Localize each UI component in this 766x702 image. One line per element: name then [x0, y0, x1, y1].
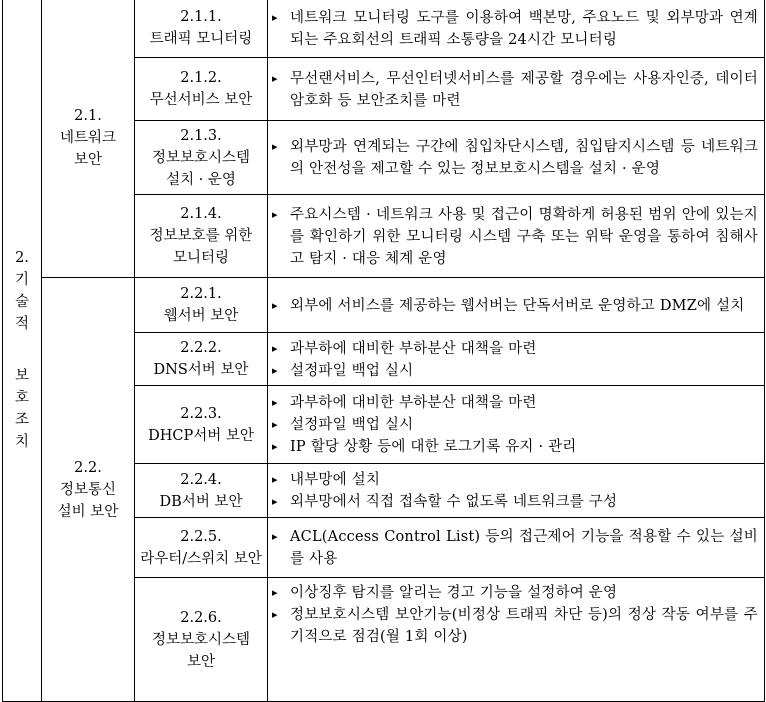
item-number: 2.1.2.	[180, 70, 222, 86]
main-category-char: 술	[14, 294, 29, 310]
bullet-text: ▸ 과부하에 대비한 부하분산 대책을 마련	[272, 338, 758, 360]
bullet-text: ▸ ACL(Access Control List) 등의 접근제어 기능을 적용할 수 있는 설비를 사용	[272, 526, 758, 570]
bullet-text: ▸ 내부망에 설치	[272, 469, 758, 491]
item-cell	[135, 58, 268, 121]
item-title-line: 정보보호시스템	[151, 631, 251, 648]
item-content	[268, 518, 765, 578]
item-cell	[135, 464, 268, 518]
item-number: 2.1.3.	[180, 127, 222, 144]
item-cell	[135, 386, 268, 464]
bullet-text: ▸ IP 할당 상황 등에 대한 로그기록 유지 · 관리	[272, 436, 758, 458]
item-title-line: 무선서비스 보안	[149, 92, 253, 108]
bullet-text: ▸ 과부하에 대비한 부하분산 대책을 마련	[272, 392, 758, 414]
main-category-char: 호	[14, 390, 29, 406]
spacer	[3, 335, 41, 365]
section-title-line: 네트워크	[59, 130, 117, 146]
section-title-line: 보안	[73, 152, 102, 168]
item-number: 2.2.5.	[180, 528, 222, 545]
item-title-line: 보안	[186, 653, 215, 670]
item-content	[268, 578, 765, 702]
section-number: 2.2.	[74, 459, 102, 476]
item-title-line: 모니터링	[172, 250, 230, 266]
item-content	[268, 464, 765, 518]
main-category-cell	[3, 0, 42, 702]
security-measures-table	[2, 0, 765, 702]
item-cell	[135, 578, 268, 702]
item-number: 2.1.4.	[180, 206, 222, 222]
item-cell	[135, 195, 268, 278]
item-number: 2.2.2.	[180, 340, 222, 356]
bullet-text: ▸ 외부망과 연계되는 구간에 침입차단시스템, 침입탐지시스템 등 네트워크의 안전성을 제고할 수 있는 정보보호시스템을 설치 · 운영	[272, 136, 758, 180]
bullet-text: ▸ 주요시스템 · 네트워크 사용 및 접근이 명확하게 허용된 범위 안에 있는지를 확인하기 위한 모니터링 시스템 구축 또는 위탁 운영을 통하여 침해사고 탐지 · 대응 체계 운영	[272, 204, 758, 270]
main-category-char: 보	[14, 368, 29, 384]
item-content	[268, 195, 765, 278]
item-number: 2.2.4.	[180, 471, 222, 488]
bullet-text: ▸ 무선랜서비스, 무선인터넷서비스를 제공할 경우에는 사용자인증, 데이터암호화 등 보안조치를 마련	[272, 68, 758, 112]
section-title-line: 설비 보안	[57, 503, 119, 520]
item-content	[268, 58, 765, 121]
item-title-line: DNS서버 보안	[153, 362, 249, 378]
section-cell	[42, 0, 135, 278]
item-title-line: 설치 · 운영	[166, 171, 236, 188]
bullet-text: ▸ 설정파일 백업 실시	[272, 414, 758, 436]
item-title-line: 정보보호를 위한	[149, 228, 253, 244]
main-category-char: 조	[14, 412, 29, 428]
main-category-number: 2.	[15, 250, 29, 266]
item-cell	[135, 0, 268, 58]
item-cell	[135, 278, 268, 333]
item-number: 2.2.3.	[180, 405, 222, 422]
item-number: 2.2.1.	[180, 286, 222, 302]
item-content	[268, 386, 765, 464]
bullet-text: ▸ 외부에 서비스를 제공하는 웹서버는 단독서버로 운영하고 DMZ에 설치	[272, 295, 758, 317]
main-category-char: 적	[14, 316, 29, 332]
section-number: 2.1.	[74, 108, 102, 124]
item-content	[268, 121, 765, 195]
item-number: 2.2.6.	[180, 609, 222, 626]
item-title-line: 트래픽 모니터링	[149, 31, 253, 47]
bullet-text: ▸ 이상징후 탐지를 알리는 경고 기능을 설정하여 운영	[272, 582, 758, 604]
item-title-line: DB서버 보안	[159, 493, 243, 510]
main-category-char: 치	[14, 434, 29, 450]
table-row	[3, 278, 765, 333]
item-number: 2.1.1.	[180, 9, 222, 25]
bullet-text: ▸ 설정파일 백업 실시	[272, 360, 758, 382]
bullet-text: ▸ 네트워크 모니터링 도구를 이용하여 백본망, 주요노드 및 외부망과 연계되는 주요회선의 트래픽 소통량을 24시간 모니터링	[272, 7, 758, 51]
item-title-line: 웹서버 보안	[163, 308, 239, 324]
item-content	[268, 333, 765, 386]
section-cell	[42, 278, 135, 702]
item-title-line: 정보보호시스템	[151, 149, 251, 166]
bullet-text: ▸ 정보보호시스템 보안기능(비정상 트래픽 차단 등)의 정상 작동 여부를 주기적으로 점검(월 1회 이상)	[272, 604, 758, 648]
item-cell	[135, 121, 268, 195]
section-title-line: 정보통신	[59, 481, 117, 498]
main-category-char: 기	[14, 272, 29, 288]
item-cell	[135, 518, 268, 578]
item-content	[268, 0, 765, 58]
item-cell	[135, 333, 268, 386]
bullet-text: ▸ 외부망에서 직접 접속할 수 없도록 네트워크를 구성	[272, 491, 758, 513]
table-row	[3, 0, 765, 58]
item-title-line: DHCP서버 보안	[148, 427, 254, 444]
item-title-line: 라우터/스위치 보안	[140, 550, 262, 567]
item-content	[268, 278, 765, 333]
